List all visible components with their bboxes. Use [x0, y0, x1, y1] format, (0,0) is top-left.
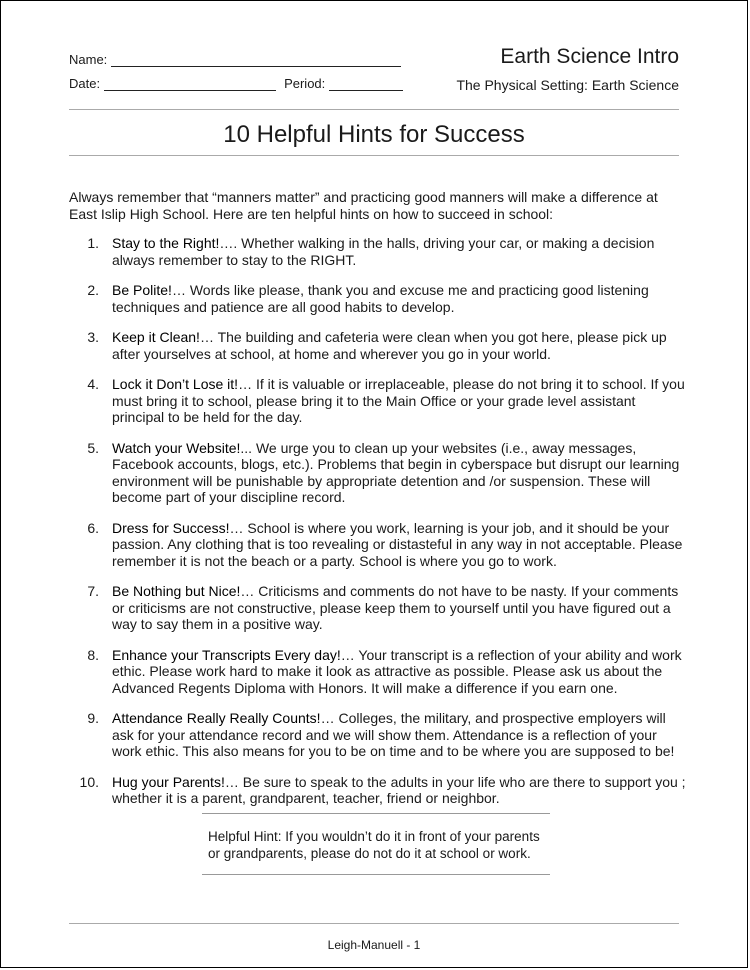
hint-label: Attendance Really Really Counts! — [112, 710, 321, 726]
hint-number: 1. — [87, 235, 99, 251]
hint-number: 5. — [87, 439, 99, 456]
hint-number: 2. — [87, 282, 99, 298]
helpful-hint-box — [202, 813, 550, 875]
page-title: 10 Helpful Hints for Success — [223, 121, 525, 148]
list-item — [69, 282, 687, 315]
list-item — [69, 583, 687, 633]
hint-text: …. Whether walking in the halls, driving your car, or making a decision always remember to stay to the RIGHT. — [112, 235, 655, 268]
name-blank[interactable] — [111, 54, 401, 67]
title-divider — [69, 155, 679, 156]
course-subtitle: The Physical Setting: Earth Science — [456, 77, 679, 93]
period-label: Period: — [284, 76, 326, 91]
hint-label: Be Nothing but Nice! — [112, 583, 241, 599]
hint-label: Stay to the Right! — [112, 235, 220, 251]
list-item — [69, 774, 687, 807]
name-row — [69, 49, 403, 67]
hint-label: Be Polite! — [112, 282, 172, 298]
hint-text: … Your transcript is a reflection of your ability and work ethic. Please work hard to make it look as attractive as possible. Please ask us about the Advanced Regents Diploma with Honors. It will make a difference if you earn one. — [112, 646, 682, 696]
hint-text: ... We urge you to clean up your websites (i.e., away messages, Facebook accounts, blogs, etc.). Problems that begin in cyberspace but disrupt our learning environment will be punishable by appropriate detention and /or suspension. These will become part of your discipline record. — [112, 439, 680, 505]
hints-list — [69, 235, 687, 821]
date-label: Date: — [69, 76, 101, 91]
hint-number: 3. — [87, 329, 99, 345]
hint-text: … School is where you work, learning is your job, and it should be your passion. Any clothing that is too revealing or distasteful in any way in not acceptable. Please remember it is not the beach or a party. School is where you go to work. — [112, 519, 683, 569]
list-item — [69, 235, 687, 268]
helpful-hint-text: If you wouldn’t do it in front of your parents or grandparents, please do not do it at school or work. — [208, 829, 540, 861]
footer-divider — [69, 923, 679, 924]
list-item — [69, 440, 687, 506]
period-blank[interactable] — [329, 78, 403, 91]
student-info-fields — [69, 49, 403, 97]
course-title: Earth Science Intro — [500, 45, 679, 68]
hint-text: … If it is valuable or irreplaceable, please do not bring it to school. If you must bring it to school, please bring it to the Main Office or your grade level assistant principal to be held for the day. — [112, 376, 685, 425]
hint-text: … Be sure to speak to the adults in your life who are there to support you ; whether it is a parent, grandparent, teacher, friend or neighbor. — [112, 773, 686, 806]
list-item — [69, 647, 687, 697]
hint-text: … Words like please, thank you and excuse me and practicing good listening techniques and patience are all good habits to develop. — [112, 282, 649, 315]
hint-number: 6. — [87, 519, 99, 536]
intro-paragraph: Always remember that “manners matter” and practicing good manners will make a difference at East Islip High School. Here are ten helpful hints on how to succeed in school: — [69, 189, 658, 222]
list-item — [69, 520, 687, 570]
hint-label: Enhance your Transcripts Every day! — [112, 646, 341, 663]
hint-text: … Colleges, the military, and prospective employers will ask for your attendance record and we will show them. Attendance is a reflection of your work ethic. This also means for you to be on time and to be where you are supposed to be! — [112, 710, 675, 759]
hint-number: 7. — [87, 583, 99, 599]
hint-number: 9. — [87, 710, 99, 726]
hint-label: Dress for Success! — [112, 519, 230, 536]
list-item — [69, 710, 687, 760]
hint-text: … Criticisms and comments do not have to be nasty. If your comments or criticisms are not constructive, please keep them to yourself until you have figured out a way to say them in a positive way. — [112, 583, 679, 632]
hint-label: Keep it Clean! — [112, 329, 200, 345]
date-blank[interactable] — [104, 78, 276, 91]
hint-number: 8. — [87, 646, 99, 663]
name-label: Name: — [69, 52, 108, 67]
hint-label: Lock it Don’t Lose it! — [112, 376, 239, 392]
helpful-hint-label: Helpful Hint: — [208, 829, 282, 844]
hint-number: 4. — [87, 376, 99, 392]
course-header — [456, 45, 679, 93]
hint-number: 10. — [79, 773, 99, 790]
list-item — [69, 376, 687, 426]
date-period-row — [69, 73, 403, 91]
header-divider — [69, 109, 679, 110]
hint-label: Hug your Parents! — [112, 773, 225, 790]
list-item — [69, 329, 687, 362]
page-footer: Leigh-Manuell - 1 — [327, 938, 421, 952]
hint-label: Watch your Website! — [112, 439, 241, 456]
hint-text: … The building and cafeteria were clean when you got here, please pick up after yourselves at school, at home and wherever you go in your world. — [112, 329, 667, 362]
